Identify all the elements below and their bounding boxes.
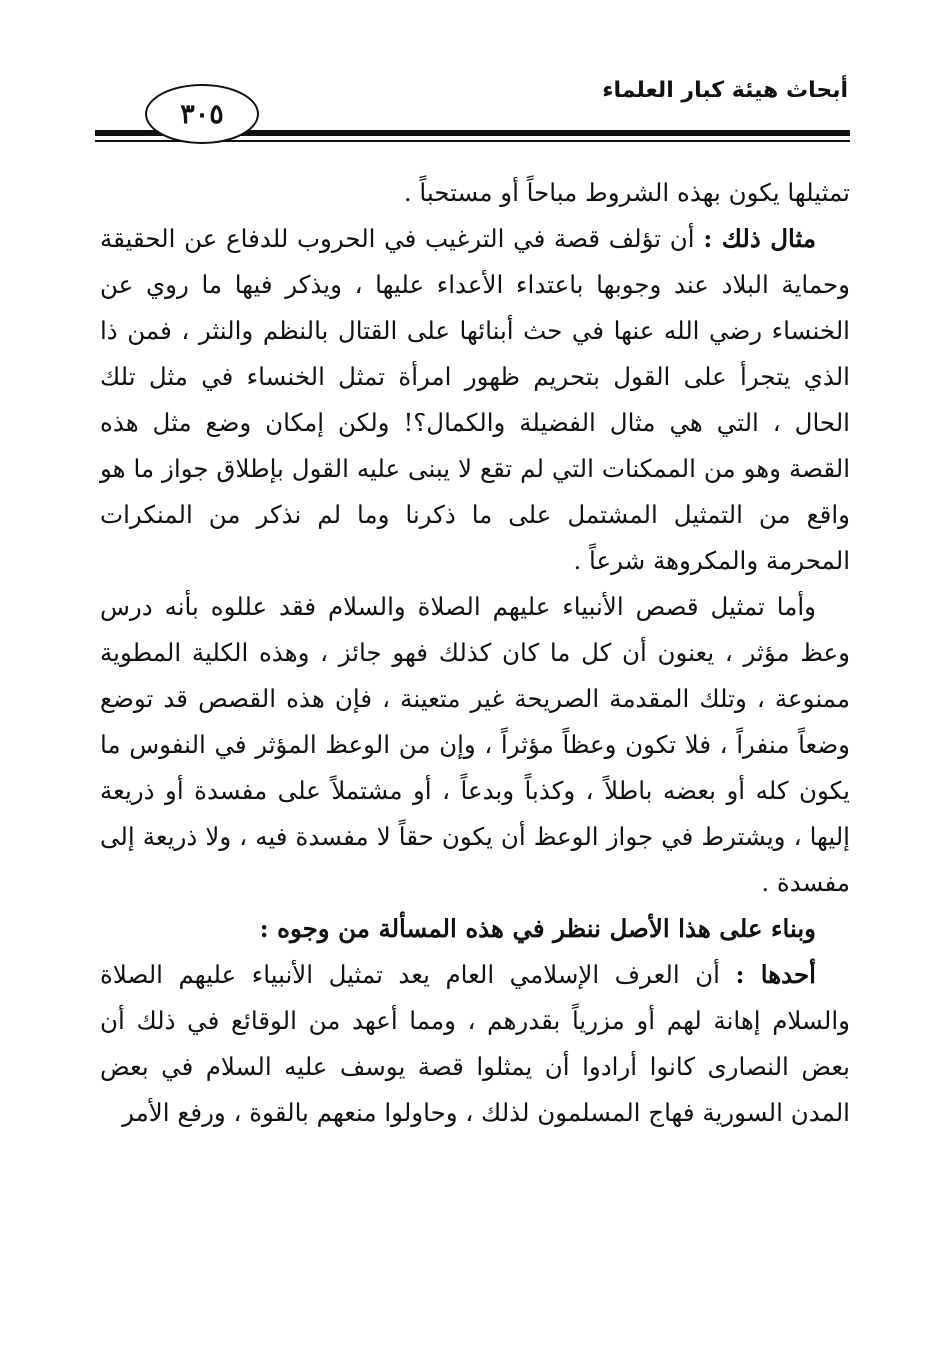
page-number: ٣٠٥ [145, 84, 259, 144]
paragraph-3 [100, 584, 850, 906]
paragraph-text: أن العرف الإسلامي العام يعد تمثيل الأنبياء عليهم الصلاة والسلام إهانة لهم أو مزرياً بقدرهم ، ومما أعهد من الوقائع في ذلك أن بعض النصارى كانوا أرادوا أن يمثلوا قصة يوسف عليه السلام في بعض المدن السورية فهاج المسلمون لذلك ، وحاولوا منعهم بالقوة ، ورفع الأمر [100, 960, 850, 1127]
paragraph-lead: وبناء على هذا الأصل ننظر في هذه المسألة من وجوه : [259, 914, 816, 943]
paragraph-lead: مثال ذلك : [703, 224, 816, 253]
paragraph-5 [100, 952, 850, 1136]
paragraph-2 [100, 216, 850, 584]
paragraph-lead: أحدها : [735, 960, 816, 989]
running-title: أبحاث هيئة كبار العلماء [602, 78, 848, 103]
paragraph-1 [100, 170, 850, 216]
paragraph-text: وأما تمثيل قصص الأنبياء عليهم الصلاة والسلام فقد عللوه بأنه درس وعظ مؤثر ، يعنون أن كل ما كان كذلك فهو جائز ، وهذه الكلية المطوية ممنوعة ، وتلك المقدمة الصريحة غير متعينة ، فإن هذه القصص قد توضع وضعاً منفراً ، فلا تكون وعظاً مؤثراً ، وإن من الوعظ المؤثر في النفوس ما يكون كله أو بعضه باطلاً ، وكذباً وبدعاً ، أو مشتملاً على مفسدة أو ذريعة إليها ، ويشترط في جواز الوعظ أن يكون حقاً لا مفسدة فيه ، ولا ذريعة إلى مفسدة . [100, 592, 850, 897]
paragraph-text: أن تؤلف قصة في الترغيب في الحروب للدفاع عن الحقيقة وحماية البلاد عند وجوبها باعتداء الأعداء عليها ، ويذكر فيها ما روي عن الخنساء رضي الله عنها في حث أبنائها على القتال بالنظم والنثر ، فمن ذا الذي يتجرأ على القول بتحريم ظهور امرأة تمثل الخنساء في مثل تلك الحال ، التي هي مثال الفضيلة والكمال؟! ولكن إمكان وضع مثل هذه القصة وهو من الممكنات التي لم تقع لا يبنى عليه القول بإطلاق جواز ما هو واقع من التمثيل المشتمل على ما ذكرنا وما لم نذكر من المنكرات المحرمة والمكروهة شرعاً . [100, 224, 850, 575]
paragraph-text: تمثيلها يكون بهذه الشروط مباحاً أو مستحباً . [403, 178, 850, 207]
page-header [95, 74, 850, 164]
body-text [100, 170, 850, 1136]
paragraph-4 [100, 906, 850, 952]
